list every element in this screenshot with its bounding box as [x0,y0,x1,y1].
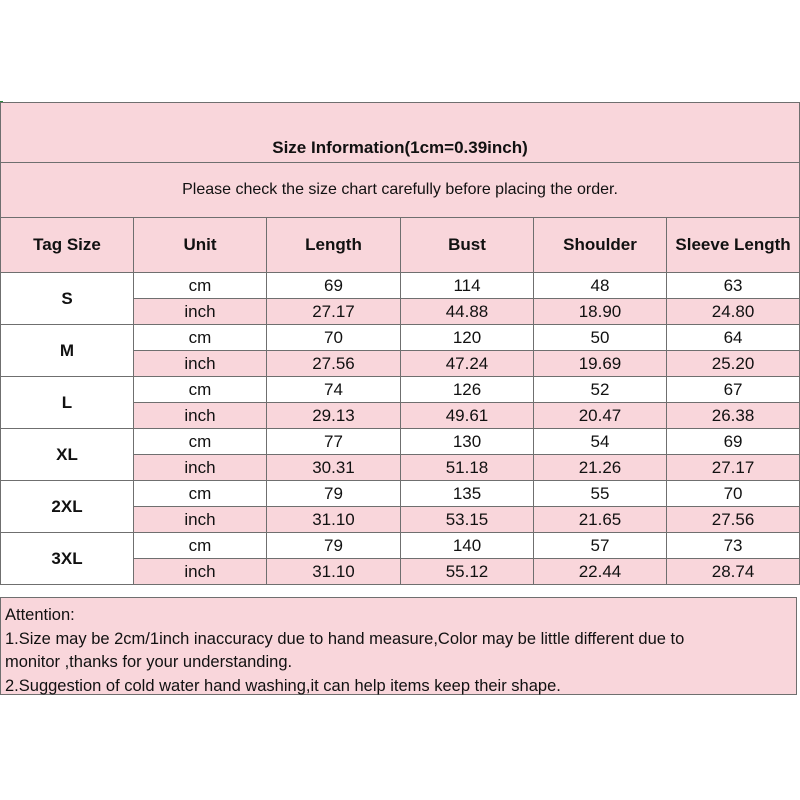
tag-size-cell: 3XL [1,533,134,585]
length-cell: 79 [267,533,401,559]
shoulder-cell: 50 [534,325,667,351]
length-cell: 70 [267,325,401,351]
length-cell: 29.13 [267,403,401,429]
size-chart [0,102,800,585]
attention-line-2: 2.Suggestion of cold water hand washing,it can help items keep their shape. [5,676,561,695]
bust-cell: 47.24 [401,351,534,377]
shoulder-cell: 21.26 [534,455,667,481]
shoulder-cell: 54 [534,429,667,455]
length-cell: 30.31 [267,455,401,481]
sleeve-length-cell: 69 [667,429,800,455]
shoulder-cell: 55 [534,481,667,507]
length-cell: 74 [267,377,401,403]
bust-cell: 53.15 [401,507,534,533]
length-cell: 31.10 [267,507,401,533]
table-row [1,325,800,351]
tag-size-cell: XL [1,429,134,481]
length-cell: 31.10 [267,559,401,585]
tag-size-cell: L [1,377,134,429]
bust-cell: 49.61 [401,403,534,429]
unit-cell: inch [134,455,267,481]
header-length: Length [267,218,401,273]
unit-cell: inch [134,559,267,585]
bust-cell: 55.12 [401,559,534,585]
header-shoulder: Shoulder [534,218,667,273]
header-unit: Unit [134,218,267,273]
unit-cell: inch [134,507,267,533]
unit-cell: cm [134,481,267,507]
shoulder-cell: 57 [534,533,667,559]
attention-line-1b: monitor ,thanks for your understanding. [5,653,293,671]
bust-cell: 44.88 [401,299,534,325]
unit-cell: inch [134,299,267,325]
tag-size-cell: M [1,325,134,377]
length-cell: 69 [267,273,401,299]
sleeve-length-cell: 25.20 [667,351,800,377]
sleeve-length-cell: 27.17 [667,455,800,481]
table-row [1,429,800,455]
unit-cell: cm [134,533,267,559]
tag-size-cell: 2XL [1,481,134,533]
table-row [1,481,800,507]
length-cell: 27.56 [267,351,401,377]
header-tag-size: Tag Size [1,218,134,273]
unit-cell: cm [134,325,267,351]
unit-cell: inch [134,351,267,377]
sleeve-length-cell: 64 [667,325,800,351]
shoulder-cell: 22.44 [534,559,667,585]
sleeve-length-cell: 73 [667,533,800,559]
bust-cell: 120 [401,325,534,351]
sleeve-length-cell: 63 [667,273,800,299]
sleeve-length-cell: 24.80 [667,299,800,325]
table-row [1,533,800,559]
bust-cell: 130 [401,429,534,455]
sleeve-length-cell: 26.38 [667,403,800,429]
size-table-body [1,103,800,585]
unit-cell: cm [134,429,267,455]
bust-cell: 140 [401,533,534,559]
bust-cell: 135 [401,481,534,507]
unit-cell: cm [134,273,267,299]
shoulder-cell: 48 [534,273,667,299]
unit-cell: inch [134,403,267,429]
bust-cell: 114 [401,273,534,299]
table-row [1,377,800,403]
shoulder-cell: 52 [534,377,667,403]
chart-title: Size Information(1cm=0.39inch) [1,103,800,163]
length-cell: 77 [267,429,401,455]
bust-cell: 126 [401,377,534,403]
attention-line-1a: 1.Size may be 2cm/1inch inaccuracy due to hand measure,Color may be little different due to [5,629,685,648]
notice-row [1,163,800,218]
length-cell: 79 [267,481,401,507]
sleeve-length-cell: 27.56 [667,507,800,533]
shoulder-cell: 20.47 [534,403,667,429]
header-sleeve-length: Sleeve Length [667,218,800,273]
sleeve-length-cell: 67 [667,377,800,403]
unit-cell: cm [134,377,267,403]
header-row [1,218,800,273]
attention-heading: Attention: [5,606,75,624]
shoulder-cell: 21.65 [534,507,667,533]
sleeve-length-cell: 70 [667,481,800,507]
bust-cell: 51.18 [401,455,534,481]
attention-note [0,597,797,695]
size-table [0,102,800,585]
notice-text: Please check the size chart carefully before placing the order. [1,163,800,218]
sleeve-length-cell: 28.74 [667,559,800,585]
length-cell: 27.17 [267,299,401,325]
tag-size-cell: S [1,273,134,325]
title-row [1,103,800,163]
shoulder-cell: 18.90 [534,299,667,325]
header-bust: Bust [401,218,534,273]
shoulder-cell: 19.69 [534,351,667,377]
table-row [1,273,800,299]
